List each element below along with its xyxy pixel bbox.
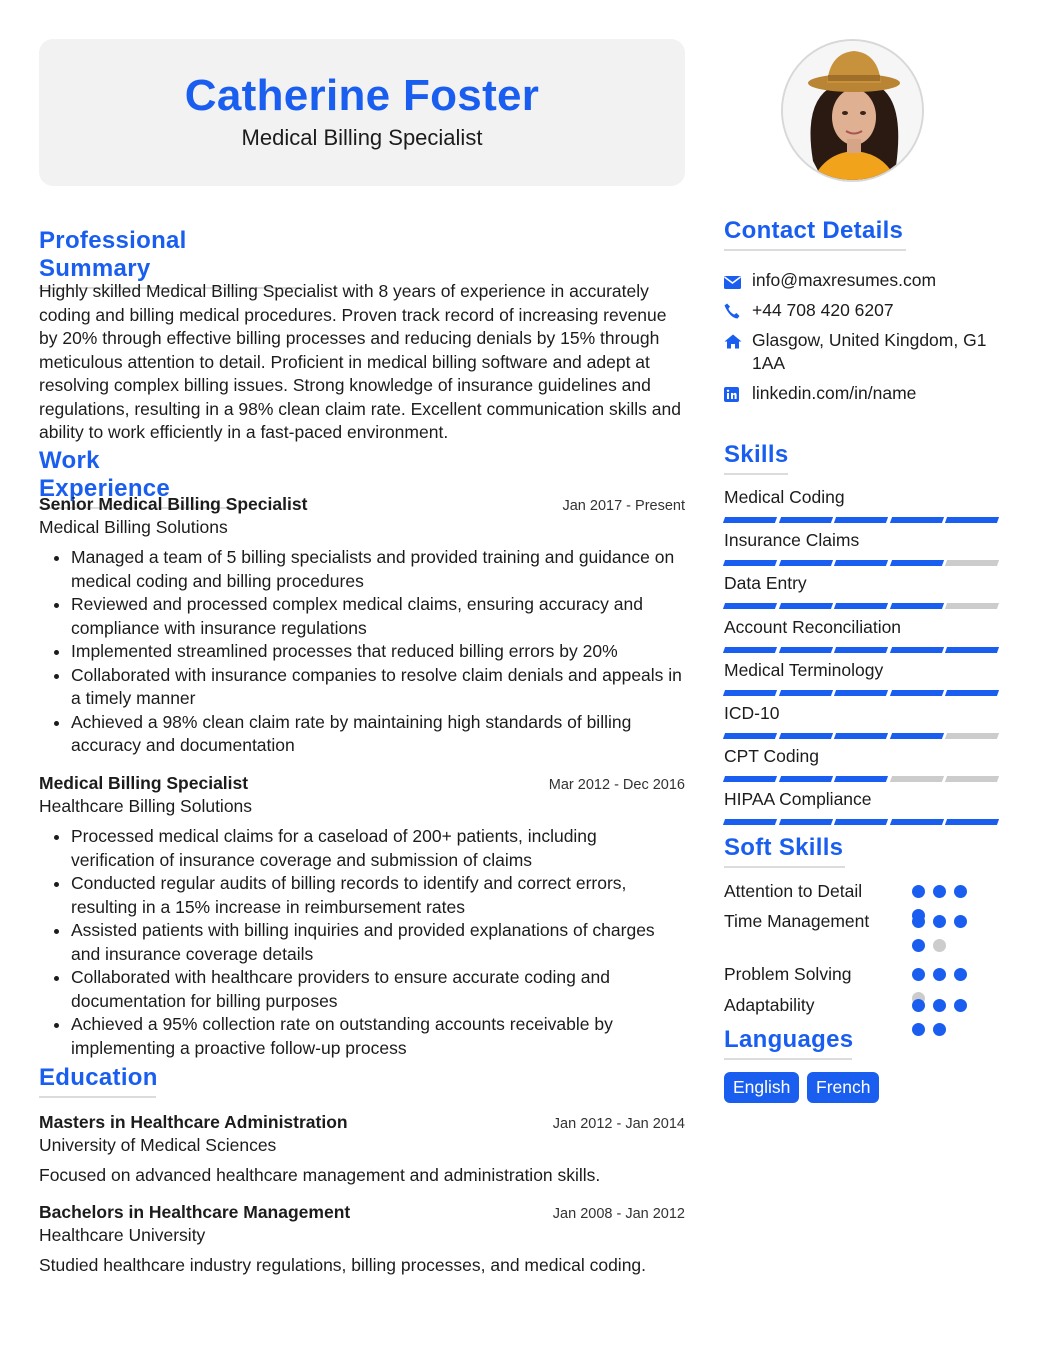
skill-level-segment bbox=[890, 690, 944, 696]
skill-level-segment bbox=[945, 647, 999, 653]
rating-dot bbox=[933, 885, 946, 898]
skill-level-segment bbox=[945, 517, 999, 523]
skill-level-segment bbox=[890, 647, 944, 653]
skill-level-segment bbox=[723, 603, 777, 609]
skill-level-bars bbox=[724, 647, 1000, 653]
job-entry bbox=[39, 773, 685, 1060]
job-bullet: • Assisted patients with billing inquiries and provided explanations of charges and insurance coverage details bbox=[71, 919, 685, 966]
education-degree: Masters in Healthcare Administration bbox=[39, 1112, 348, 1132]
skill-level-segment bbox=[834, 819, 888, 825]
soft-skill-label: Attention to Detail bbox=[724, 881, 863, 901]
education-description: Focused on advanced healthcare management and administration skills. bbox=[39, 1165, 601, 1185]
contact-address-text: Glasgow, United Kingdom, G1 1AA bbox=[752, 330, 987, 373]
section-title-soft-skills: Soft Skills bbox=[724, 834, 845, 868]
section-title-languages: Languages bbox=[724, 1026, 852, 1060]
rating-dot bbox=[912, 1023, 925, 1036]
job-bullets bbox=[39, 825, 685, 1060]
skill-level-segment bbox=[834, 733, 888, 739]
section-title-experience: Work Experience bbox=[39, 447, 234, 509]
summary-text: Highly skilled Medical Billing Specialist with 8 years of experience in accurately coding and billing medical procedures. Proven track record of increasing revenue by 20% through effective billing processes and reducing denials by 15% through meticulous attention to detail. Proficient in medical billing software and adept at resolving complex billing issues. Strong knowledge of insurance guidelines and regulations, resulting in a 98% clean claim rate. Excellent communication skills and ability to work efficiently in a fast-paced environment. bbox=[39, 281, 681, 442]
rating-dot bbox=[954, 968, 967, 981]
job-bullet: • Reviewed and processed complex medical claims, ensuring accuracy and compliance with insurance regulations bbox=[71, 593, 685, 640]
skill-level-segment bbox=[890, 603, 944, 609]
job-bullets bbox=[39, 546, 685, 758]
skill-item bbox=[724, 703, 1000, 739]
skill-item bbox=[724, 530, 1000, 566]
skill-level-segment bbox=[723, 690, 777, 696]
skill-level-bars bbox=[724, 603, 1000, 609]
rating-dot bbox=[912, 968, 925, 981]
skill-level-segment bbox=[723, 647, 777, 653]
contact-phone-text: +44 708 420 6207 bbox=[752, 300, 894, 320]
skill-level-segment bbox=[779, 603, 833, 609]
skill-level-segment bbox=[834, 517, 888, 523]
skill-level-bars bbox=[724, 560, 1000, 566]
soft-skill-label: Time Management bbox=[724, 911, 870, 931]
skill-level-segment bbox=[945, 603, 999, 609]
contact-linkedin-text: linkedin.com/in/name bbox=[752, 383, 917, 403]
skill-level-segment bbox=[723, 517, 777, 523]
skill-level-segment bbox=[834, 560, 888, 566]
skill-level-segment bbox=[890, 733, 944, 739]
rating-dot bbox=[954, 885, 967, 898]
contact-email[interactable] bbox=[724, 269, 1004, 295]
language-tag: English bbox=[724, 1072, 799, 1103]
skill-item bbox=[724, 573, 1000, 609]
soft-skill-rating bbox=[912, 915, 984, 952]
job-entry bbox=[39, 494, 685, 758]
skill-level-segment bbox=[890, 560, 944, 566]
contact-address bbox=[724, 329, 1004, 375]
skill-level-segment bbox=[779, 690, 833, 696]
candidate-name: Catherine Foster bbox=[184, 71, 540, 120]
job-bullet: • Processed medical claims for a caseload of 200+ patients, including verification of insurance coverage and submission of claims bbox=[71, 825, 685, 872]
skill-item bbox=[724, 746, 1000, 782]
soft-skill-label: Problem Solving bbox=[724, 964, 852, 984]
skill-level-segment bbox=[779, 819, 833, 825]
profile-photo bbox=[781, 39, 924, 182]
skill-level-segment bbox=[834, 776, 888, 782]
skill-level-segment bbox=[779, 776, 833, 782]
skill-level-segment bbox=[723, 819, 777, 825]
header-box bbox=[39, 39, 685, 186]
skill-level-segment bbox=[834, 690, 888, 696]
skill-level-segment bbox=[890, 819, 944, 825]
skill-level-segment bbox=[945, 776, 999, 782]
rating-dot bbox=[933, 1023, 946, 1036]
skill-label: HIPAA Compliance bbox=[724, 789, 872, 809]
skill-label: Data Entry bbox=[724, 573, 807, 593]
job-bullet: • Collaborated with insurance companies to resolve claim denials and appeals in a timely manner bbox=[71, 664, 685, 711]
section-title-summary: Professional Summary bbox=[39, 227, 304, 289]
skill-label: CPT Coding bbox=[724, 746, 820, 766]
skill-level-segment bbox=[779, 560, 833, 566]
skill-label: Insurance Claims bbox=[724, 530, 860, 550]
skill-label: Medical Terminology bbox=[724, 660, 884, 680]
education-degree: Bachelors in Healthcare Management bbox=[39, 1202, 351, 1222]
rating-dot bbox=[954, 915, 967, 928]
job-bullet: • Implemented streamlined processes that reduced billing errors by 20% bbox=[71, 640, 685, 664]
job-date: Jan 2017 - Present bbox=[562, 498, 685, 514]
job-bullet: • Achieved a 98% clean claim rate by maintaining high standards of billing accuracy and documentation bbox=[71, 711, 685, 758]
rating-dot bbox=[933, 968, 946, 981]
job-company: Medical Billing Solutions bbox=[39, 517, 228, 537]
education-entry bbox=[39, 1202, 685, 1276]
rating-dot bbox=[912, 885, 925, 898]
rating-dot bbox=[912, 915, 925, 928]
skill-item bbox=[724, 617, 1000, 653]
soft-skill-label: Adaptability bbox=[724, 995, 815, 1015]
education-description: Studied healthcare industry regulations, billing processes, and medical coding. bbox=[39, 1255, 647, 1275]
skill-level-segment bbox=[945, 819, 999, 825]
home-icon bbox=[724, 329, 752, 355]
skill-level-segment bbox=[723, 733, 777, 739]
job-title: Senior Medical Billing Specialist bbox=[39, 494, 308, 514]
skill-level-segment bbox=[945, 733, 999, 739]
job-bullet: • Conducted regular audits of billing records to identify and correct errors, resulting in a 15% increase in reimbursement rates bbox=[71, 872, 685, 919]
skill-level-segment bbox=[945, 560, 999, 566]
job-bullet: • Managed a team of 5 billing specialists and provided training and guidance on medical coding and billing procedures bbox=[71, 546, 685, 593]
skill-label: Account Reconciliation bbox=[724, 617, 902, 637]
skill-level-segment bbox=[779, 647, 833, 653]
envelope-icon bbox=[724, 269, 752, 295]
candidate-title: Medical Billing Specialist bbox=[241, 125, 483, 150]
skill-level-bars bbox=[724, 819, 1000, 825]
contact-email-text: info@maxresumes.com bbox=[752, 270, 937, 290]
language-tag: French bbox=[807, 1072, 879, 1103]
education-school: Healthcare University bbox=[39, 1225, 206, 1245]
skill-level-segment bbox=[890, 517, 944, 523]
job-title: Medical Billing Specialist bbox=[39, 773, 249, 793]
job-bullet: • Achieved a 95% collection rate on outstanding accounts receivable by implementing a proactive follow-up process bbox=[71, 1013, 685, 1060]
skill-label: Medical Coding bbox=[724, 487, 845, 507]
phone-icon bbox=[724, 299, 752, 325]
section-title-contact: Contact Details bbox=[724, 217, 906, 251]
skill-level-segment bbox=[723, 560, 777, 566]
rating-dot bbox=[954, 999, 967, 1012]
skill-level-segment bbox=[834, 603, 888, 609]
skill-level-segment bbox=[834, 647, 888, 653]
contact-linkedin[interactable] bbox=[724, 382, 1004, 408]
education-entry bbox=[39, 1112, 685, 1186]
skill-item bbox=[724, 660, 1000, 696]
skill-label: ICD-10 bbox=[724, 703, 780, 723]
soft-skill-rating bbox=[912, 999, 984, 1036]
job-company: Healthcare Billing Solutions bbox=[39, 796, 253, 816]
rating-dot bbox=[933, 999, 946, 1012]
linkedin-icon bbox=[724, 382, 752, 408]
rating-dot bbox=[912, 939, 925, 952]
section-title-skills: Skills bbox=[724, 441, 788, 475]
education-school: University of Medical Sciences bbox=[39, 1135, 277, 1155]
education-date: Jan 2012 - Jan 2014 bbox=[552, 1116, 685, 1132]
job-bullet: • Collaborated with healthcare providers to ensure accurate coding and documentation for billing purposes bbox=[71, 966, 685, 1013]
skill-level-bars bbox=[724, 690, 1000, 696]
rating-dot bbox=[912, 999, 925, 1012]
education-date: Jan 2008 - Jan 2012 bbox=[552, 1206, 685, 1222]
skill-level-bars bbox=[724, 776, 1000, 782]
job-date: Mar 2012 - Dec 2016 bbox=[548, 777, 685, 793]
skill-level-segment bbox=[890, 776, 944, 782]
skill-level-bars bbox=[724, 517, 1000, 523]
section-title-education: Education bbox=[39, 1064, 156, 1098]
rating-dot bbox=[933, 939, 946, 952]
skill-level-segment bbox=[779, 733, 833, 739]
rating-dot bbox=[933, 915, 946, 928]
contact-phone[interactable] bbox=[724, 299, 1004, 325]
skill-item bbox=[724, 487, 1000, 523]
skill-level-segment bbox=[723, 776, 777, 782]
skill-item bbox=[724, 789, 1000, 825]
skill-level-segment bbox=[779, 517, 833, 523]
skill-level-segment bbox=[945, 690, 999, 696]
skill-level-bars bbox=[724, 733, 1000, 739]
